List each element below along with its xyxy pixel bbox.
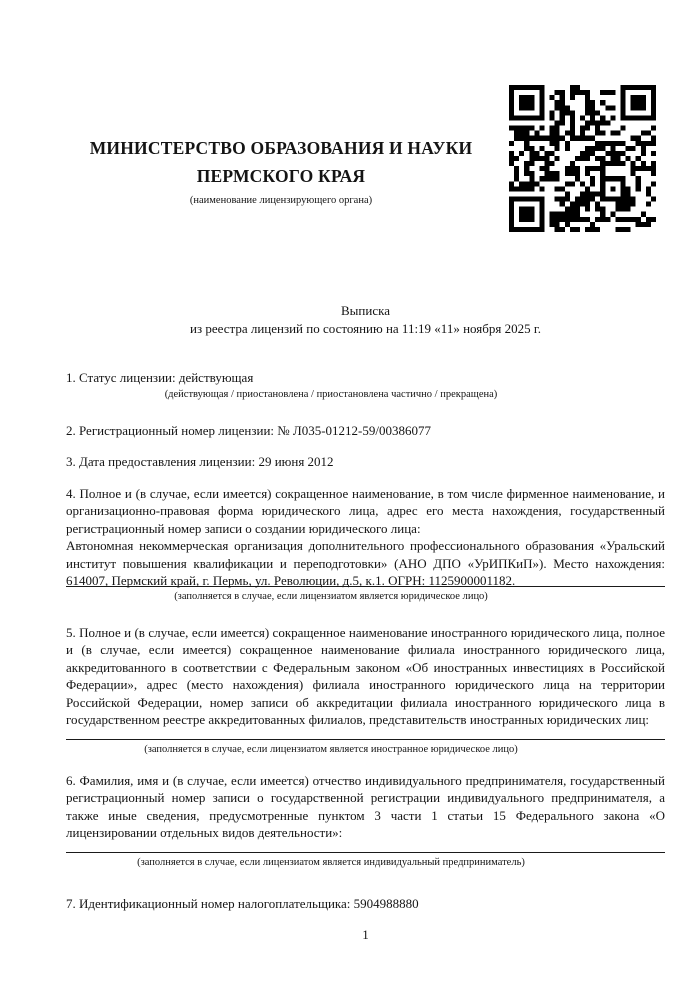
ministry-name-line1: МИНИСТЕРСТВО ОБРАЗОВАНИЯ И НАУКИ (89, 138, 473, 158)
ministry-header (66, 134, 496, 207)
field-rule-individual-entrepreneur (66, 852, 665, 853)
ministry-caption: (наименование лицензирующего органа) (189, 195, 373, 206)
item-4-value: Автономная некоммерческая организация дополнительного профессионального образования «Уральский институт повышения квалификации и переподготовки» (АНО ДПО «УрИПКиП»). Место нахождения: 614007, Пермский край, г. Пермь, ул. Революции, д.5, к.1. ОГРН: 1125900001182. (66, 538, 665, 588)
ministry-name (66, 134, 496, 190)
item-4-caption: (заполняется в случае, если лицензиатом является юридическое лицо) (174, 590, 488, 602)
page-number: 1 (362, 927, 369, 942)
item-6-caption: (заполняется в случае, если лицензиатом является индивидуальный предприниматель) (137, 856, 525, 868)
document-title-line1: Выписка (341, 303, 390, 318)
item-1-license-status: 1. Статус лицензии: действующая (66, 370, 254, 385)
item-6-label: 6. Фамилия, имя и (в случае, если имеется) отчество индивидуального предпринимателя, государственный регистрационный номер записи о государственной регистрации индивидуального предпринимателя, а также иные сведения, предусмотренные пунктом 3 части 1 статьи 15 Федерального закона «О лицензировании отдельных видов деятельности»: (66, 772, 665, 840)
document-title (66, 302, 665, 337)
document-header (66, 0, 665, 232)
document-title-line2: из реестра лицензий по состоянию на 11:19 «11» ноября 2025 г. (190, 320, 541, 336)
item-7-taxpayer-number: 7. Идентификационный номер налогоплательщика: 5904988880 (66, 895, 419, 911)
item-5-label: 5. Полное и (в случае, если имеется) сокращенное наименование иностранного юридического лица, полное и (в случае, если имеется) сокращенное наименование филиала иностранного юридического лица, аккредитованного в соответствии с Федеральным законом «Об иностранных инвестициях в Российской Федерации», адрес (место нахождения) филиала иностранного юридического лица на территории Российской Федерации, номер записи об аккредитации филиала иностранного юридического лица в государственном реестре аккредитованных филиалов, представительств иностранных юридических лиц: (66, 624, 665, 727)
item-2-registration-number: 2. Регистрационный номер лицензии: № Л035-01212-59/00386077 (66, 422, 432, 438)
item-4-label: 4. Полное и (в случае, если имеется) сокращенное наименование, в том числе фирменное наименование, и организационно-правовая форма юридического лица, адрес его места нахождения, государственный регистрационный номер записи о создании юридического лица: (66, 485, 665, 536)
field-rule-foreign-entity (66, 739, 665, 740)
item-1-caption: (действующая / приостановлена / приостановлена частично / прекращена) (164, 388, 498, 400)
item-3-license-date: 3. Дата предоставления лицензии: 29 июня 2012 (66, 454, 334, 469)
item-5-caption: (заполняется в случае, если лицензиатом является иностранное юридическое лицо) (144, 743, 518, 755)
ministry-name-line2: ПЕРМСКОГО КРАЯ (196, 166, 366, 186)
qr-code-icon (509, 85, 656, 232)
